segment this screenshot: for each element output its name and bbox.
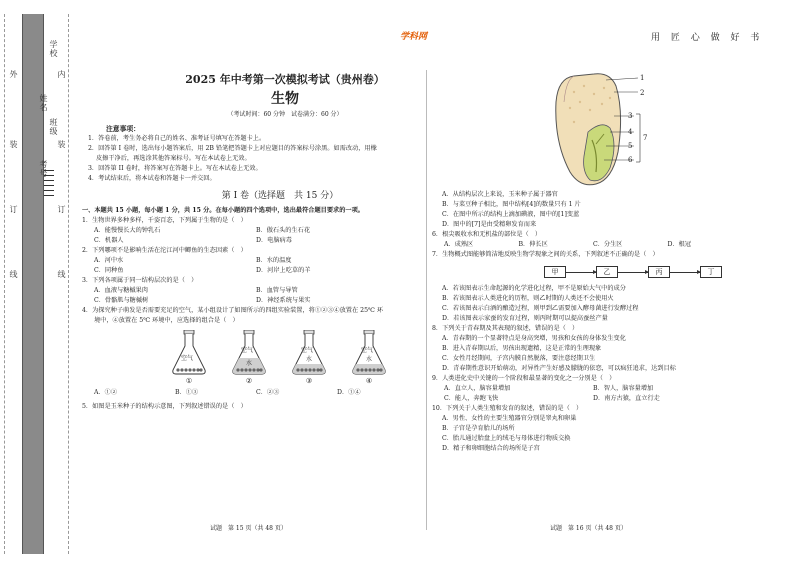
question-options xyxy=(442,414,742,454)
flask-air-label: 空气 xyxy=(301,347,314,354)
corn-label-4: 4 xyxy=(628,128,633,136)
corn-seed-diagram xyxy=(544,72,654,190)
strip-label-line-inner: 线 xyxy=(57,270,66,279)
header-slogan: 用 匠 心 做 好 书 xyxy=(651,33,764,43)
note-item: 皮擦干净后，再选涂其他答案标号。写在本试卷上无效。 xyxy=(96,155,251,162)
option: D．南方古猿，直立行走 xyxy=(593,395,660,402)
notes-title: 注意事项： xyxy=(106,125,140,133)
corn-label-1: 1 xyxy=(640,74,645,82)
strip-tick xyxy=(44,175,54,176)
strip-label-school: 学校 xyxy=(49,40,58,58)
option: C．分生区 xyxy=(593,241,623,248)
exam-meta: （考试时间：60 分钟 试卷满分：60 分） xyxy=(227,111,343,118)
question-stem: 7．生物概式图能够简洁地反映生物学现象之间的关系，下列叙述不正确的是（ ） xyxy=(432,251,659,258)
option: C．在图中所示的结构上滴加碘液，图中的[1]变蓝 xyxy=(442,211,580,218)
flask-air-label: 空气 xyxy=(361,347,374,354)
option: A．血液与糖槭果肉 xyxy=(94,287,148,294)
option: D．神经系统与果实 xyxy=(256,297,311,304)
column-divider xyxy=(426,70,427,530)
flask-icon xyxy=(230,330,268,376)
note-item: 2．回答第 I 卷时，选出每小题答案后，用 2B 铅笔把答题卡上对应题目的答案标号涂黑。如需改动，用橡 xyxy=(88,145,377,152)
option: C．骨骼肌与糖槭树 xyxy=(94,297,149,304)
publisher-logo: 学科网 xyxy=(400,32,428,42)
dashed-guide-right xyxy=(68,14,69,554)
option: B．傲石头的生石花 xyxy=(256,227,311,234)
right-column xyxy=(432,72,742,454)
flask-number: ④ xyxy=(365,377,373,385)
option: A．男性、女性的主要生殖器官分别是睾丸和卵巢 xyxy=(442,415,577,422)
option: A．直立人，脑容量增加 xyxy=(444,385,511,392)
option: A．青春期的一个显著特点是身高突增，男孩和女孩的身体发生变化 xyxy=(442,335,626,342)
part-one-title: 第 I 卷（选择题 共 15 分） xyxy=(221,191,339,201)
chain-box: 丁 xyxy=(700,266,722,278)
option: A．从结构层次上来说，玉米种子属于器官 xyxy=(442,191,558,198)
strip-tick xyxy=(44,185,54,186)
option: D．若该图表示家蚕的发育过程，则丙时期可以提高蚕丝产量 xyxy=(442,315,608,322)
option: D．河岸上吃草的羊 xyxy=(256,267,311,274)
question-options xyxy=(94,388,418,398)
option: B．伸长区 xyxy=(518,241,548,248)
question-stem: 5．如图是玉米种子的结构示意图，下列叙述错误的是（ ） xyxy=(82,403,247,410)
flask-icon xyxy=(170,330,208,376)
corn-label-7: 7 xyxy=(643,134,648,142)
strip-label-staple-inner: 订 xyxy=(57,205,66,214)
page-footer-left: 试题 第 15 页（共 48 页） xyxy=(210,525,287,532)
corn-label-3: 3 xyxy=(628,112,633,120)
option: C．②③ xyxy=(256,389,280,396)
binding-strip xyxy=(0,0,80,566)
option: D．根冠 xyxy=(667,241,692,248)
flask-number: ② xyxy=(245,377,253,385)
flask-water-label: 水 xyxy=(366,356,373,363)
flask-icon xyxy=(350,330,388,376)
note-item: 3．回答第 II 卷时，将答案写在答题卡上。写在本试卷上无效。 xyxy=(88,165,262,172)
option: B．水的温度 xyxy=(256,257,292,264)
corn-seed-figure xyxy=(544,72,654,190)
option: A．河中水 xyxy=(94,257,124,264)
note-item: 4．考试结束后，将本试卷和答题卡一并交回。 xyxy=(88,175,216,182)
option: D．①④ xyxy=(337,389,361,396)
strip-label-name: 姓名 xyxy=(39,94,48,112)
option: D．青春期性意识开始萌动，对异性产生好感及朦胧的依恋，可以疯狂追求，达到目标 xyxy=(442,365,676,372)
flask xyxy=(230,330,268,386)
strip-tick xyxy=(44,180,54,181)
option: C．能人，奔跑飞快 xyxy=(444,395,499,402)
option: B．进入青春期以后，男孩出现遗精，这是正常的生理现象 xyxy=(442,345,602,352)
question-stem: 1．生物世界多种多样，千姿百态，下列属于生物的是（ ） xyxy=(82,217,247,224)
strip-tick xyxy=(44,170,54,171)
concept-chain xyxy=(544,266,742,278)
option: A．能慢慢长大的钟乳石 xyxy=(94,227,161,234)
arrow-icon xyxy=(670,272,700,273)
option: D．图中的[7]是由受精卵发育而来 xyxy=(442,221,537,228)
section-instructions: 一、本题共 15 小题，每小题 1 分，共 15 分。在每小题的四个选项中，选出最符合题目要求的一项。 xyxy=(82,207,364,214)
page-footer-right: 试题 第 16 页（共 48 页） xyxy=(550,525,627,532)
question-options xyxy=(442,190,742,230)
option: B．若该图表示人类进化的历程，则乙时期的人类还不会使用火 xyxy=(442,295,614,302)
option: C．女性月经期间，子宫内膜自然脱落，要注意经期卫生 xyxy=(442,355,596,362)
question-stem: 8．下列关于青春期及其表现的叙述，错误的是（ ） xyxy=(432,325,579,332)
question-options xyxy=(442,284,742,324)
subject-title: 生物 xyxy=(271,91,299,107)
option: C．同种鱼 xyxy=(94,267,124,274)
option: B．血管与导管 xyxy=(256,287,298,294)
option: B．子宫是孕育胎儿的场所 xyxy=(442,425,515,432)
strip-label-inner: 内 xyxy=(57,70,66,79)
note-item: 1．答卷前，考生务必将自己的姓名、准考证号填写在答题卡上。 xyxy=(88,135,266,142)
flask xyxy=(170,330,208,386)
question-options xyxy=(94,226,418,246)
arrow-icon xyxy=(618,272,648,273)
option: C．机器人 xyxy=(94,237,124,244)
strip-label-class: 班级 xyxy=(49,118,58,136)
option: B．与菜豆种子相比，图中结构[4]的数量只有 1 片 xyxy=(442,201,581,208)
option: C．若该图表示白酒的酿造过程，则甲到乙需要加入酵母菌进行发酵过程 xyxy=(442,305,639,312)
flask-number: ③ xyxy=(305,377,313,385)
option: D．电脑病毒 xyxy=(256,237,292,244)
exam-title: 2025 年中考第一次模拟考试（贵州卷） xyxy=(185,73,385,86)
flask-water-label: 水 xyxy=(306,356,313,363)
strip-tick xyxy=(44,190,54,191)
option: B．智人，脑容量增加 xyxy=(593,385,654,392)
option: A．①② xyxy=(94,389,118,396)
dashed-guide-left xyxy=(4,14,5,554)
strip-tick xyxy=(44,195,54,196)
strip-label-exam-number: 考号 xyxy=(39,160,48,178)
question-options xyxy=(442,334,742,374)
question-stem: 3．下列各项属于同一结构层次的是（ ） xyxy=(82,277,198,284)
strip-label-bind-outer: 装 xyxy=(9,140,18,149)
flask-air-label: 空气 xyxy=(241,347,254,354)
question-stem: 2．下列哪项不是影响生活在沱江河中鲫鱼的生态因素（ ） xyxy=(82,247,247,254)
question-stem-continued: 境中，④放置在 5℃ 环境中，应选择的组合是（ ） xyxy=(94,317,239,324)
flask xyxy=(290,330,328,386)
left-column xyxy=(82,72,418,412)
arrow-icon xyxy=(566,272,596,273)
question-options xyxy=(94,256,418,276)
question-options xyxy=(444,384,742,404)
corn-label-2: 2 xyxy=(640,89,645,97)
corn-label-6: 6 xyxy=(628,156,633,164)
option: C．胎儿通过胎盘上的绒毛与母体进行物质交换 xyxy=(442,435,571,442)
option: A．成熟区 xyxy=(444,241,474,248)
question-stem: 9．人类进化史中关键的一个阶段和最显著的变化之一分别是（ ） xyxy=(432,375,616,382)
chain-box: 丙 xyxy=(648,266,670,278)
flask-figure xyxy=(170,330,418,386)
chain-box: 乙 xyxy=(596,266,618,278)
question-options xyxy=(94,286,418,306)
strip-label-staple-outer: 订 xyxy=(9,205,18,214)
flask-water-label: 水 xyxy=(246,360,253,367)
option: B．①③ xyxy=(175,389,199,396)
corn-label-5: 5 xyxy=(628,142,633,150)
flask-number: ① xyxy=(185,377,193,385)
question-stem: 4．为探究种子萌发是否需要充足的空气，某小组设计了如图所示的四组实验装置，将①②③④放置在 25℃ 环 xyxy=(82,307,384,314)
option: D．精子和卵细胞结合的场所是子宫 xyxy=(442,445,540,452)
flask-air-label: 空气 xyxy=(181,355,194,362)
chain-box: 甲 xyxy=(544,266,566,278)
flask xyxy=(350,330,388,386)
strip-label-outer: 外 xyxy=(9,70,18,79)
flask-icon xyxy=(290,330,328,376)
question-stem: 10．下列关于人类生殖和发育的叙述，错误的是（ ） xyxy=(432,405,583,412)
option: A．若该图表示生命起源的化学进化过程，甲不是原始大气中的成分 xyxy=(442,285,626,292)
question-stem: 6．根尖吸收水和无机盐的部位是（ ） xyxy=(432,231,542,238)
question-options xyxy=(444,240,742,250)
strip-label-bind-inner: 装 xyxy=(57,140,66,149)
strip-label-line-outer: 线 xyxy=(9,270,18,279)
